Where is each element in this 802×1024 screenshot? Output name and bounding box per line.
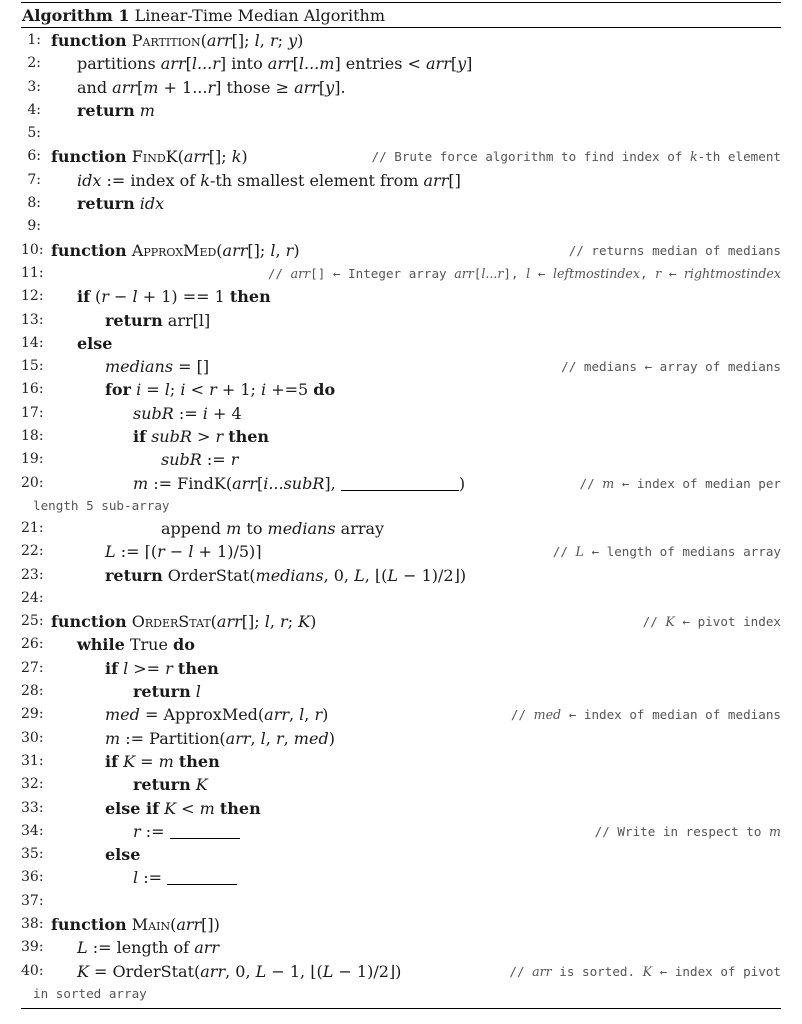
line-comment: // arr[] ← Integer array arr[l...r], l ← leftmostindex, r ← rightmostindex — [267, 265, 781, 281]
comment-continuation: in sorted array — [33, 985, 147, 1001]
code-text: if K = m then — [105, 751, 220, 771]
line-number: 2: — [27, 55, 41, 72]
code-line — [21, 936, 781, 959]
line-number: 12: — [21, 288, 44, 305]
code-line — [21, 332, 781, 355]
code-line — [21, 99, 781, 122]
code-line — [21, 309, 781, 332]
line-number: 32: — [21, 776, 44, 793]
line-number: 36: — [21, 869, 44, 886]
line-number: 4: — [27, 101, 41, 118]
line-number: 37: — [21, 892, 44, 909]
line-number: 22: — [21, 543, 44, 560]
code-line — [21, 29, 781, 52]
code-line — [21, 866, 781, 889]
line-number: 11: — [21, 264, 44, 281]
line-number: 7: — [27, 171, 41, 188]
code-text: r := — [133, 820, 240, 843]
line-number: 27: — [21, 659, 44, 676]
code-text: L := ⌈(r − l + 1)/5)⌉ — [105, 542, 262, 562]
line-number: 16: — [21, 381, 44, 398]
code-line — [21, 797, 781, 820]
line-number: 28: — [21, 683, 44, 700]
line-number: 38: — [21, 915, 44, 932]
line-comment: // K ← pivot index — [642, 614, 781, 630]
algorithm-block — [21, 0, 781, 1009]
code-line — [21, 215, 781, 238]
code-text: for i = l; i < r + 1; i +=5 do — [105, 380, 336, 400]
code-text: if subR > r then — [133, 427, 270, 447]
line-comment: // L ← length of medians array — [552, 544, 781, 560]
code-line — [21, 355, 781, 378]
code-line — [21, 820, 781, 843]
code-text: med = ApproxMed(arr, l, r) — [105, 705, 329, 725]
code-text: subR := r — [161, 450, 239, 470]
code-text: else — [105, 845, 141, 865]
code-line — [21, 145, 781, 168]
line-comment: // m ← index of median per — [579, 475, 781, 491]
line-number: 29: — [21, 706, 44, 723]
line-number: 39: — [21, 939, 44, 956]
code-line — [21, 169, 781, 192]
line-number: 35: — [21, 846, 44, 863]
line-number: 5: — [27, 125, 41, 142]
code-line — [21, 52, 781, 75]
code-text: return arr[l] — [105, 310, 211, 330]
code-line — [21, 285, 781, 308]
line-number: 17: — [21, 404, 44, 421]
code-line — [21, 890, 781, 913]
code-text: m := Partition(arr, l, r, med) — [105, 728, 335, 748]
code-line — [21, 517, 781, 540]
header-rule — [21, 27, 781, 28]
line-number: 21: — [21, 519, 44, 536]
code-text: function Partition(arr[]; l, r; y) — [51, 31, 304, 50]
line-comment: // returns median of medians — [568, 242, 781, 258]
line-number: 24: — [21, 589, 44, 606]
line-number: 15: — [21, 358, 44, 375]
code-text: return m — [77, 100, 155, 120]
algorithm-label: Algorithm 1 — [22, 6, 130, 25]
code-text: function OrderStat(arr[]; l, r; K) — [51, 612, 317, 632]
line-number: 9: — [27, 218, 41, 235]
code-text: idx := index of k-th smallest element from arr[] — [77, 170, 461, 190]
code-line — [21, 262, 781, 285]
code-text: function Main(arr[]) — [51, 914, 220, 934]
line-number: 6: — [27, 148, 41, 165]
code-line — [21, 76, 781, 99]
code-text: return idx — [77, 194, 165, 214]
code-line — [21, 239, 781, 262]
line-number: 8: — [27, 195, 41, 212]
code-line — [21, 680, 781, 703]
code-text: while True do — [77, 635, 195, 655]
code-text: function ApproxMed(arr[]; l, r) — [51, 240, 300, 260]
code-line — [21, 448, 781, 471]
line-number: 19: — [21, 451, 44, 468]
code-text: if l >= r then — [105, 658, 219, 678]
line-number: 40: — [21, 962, 44, 979]
code-line — [21, 472, 781, 495]
code-text: L := length of arr — [77, 938, 220, 958]
line-number: 25: — [21, 613, 44, 630]
line-number: 23: — [21, 566, 44, 583]
code-line — [21, 750, 781, 773]
code-text: medians = [] — [105, 357, 210, 377]
code-line — [21, 378, 781, 401]
code-line — [21, 425, 781, 448]
fill-in-blank[interactable] — [170, 824, 240, 839]
line-number: 30: — [21, 729, 44, 746]
code-line — [21, 564, 781, 587]
code-line — [21, 727, 781, 750]
line-number: 20: — [21, 474, 44, 491]
line-number: 10: — [21, 241, 44, 258]
code-text: subR := i + 4 — [133, 403, 242, 423]
line-number: 34: — [21, 822, 44, 839]
code-line — [21, 913, 781, 936]
code-text: if (r − l + 1) == 1 then — [77, 287, 271, 307]
code-line — [21, 633, 781, 656]
fill-in-blank[interactable] — [167, 870, 237, 885]
code-line — [21, 960, 781, 983]
code-text: else if K < m then — [105, 798, 261, 818]
line-comment: // arr is sorted. K ← index of pivot — [509, 963, 781, 979]
code-text: and arr[m + 1...r] those ≥ arr[y]. — [77, 77, 346, 97]
code-text: partitions arr[l...r] into arr[l...m] entries < arr[y] — [77, 54, 473, 74]
line-comment: // Brute force algorithm to find index of k-th element — [371, 149, 781, 165]
code-line — [21, 703, 781, 726]
line-number: 1: — [27, 32, 41, 48]
fill-in-blank[interactable] — [341, 476, 459, 491]
code-line — [21, 773, 781, 796]
line-comment: // med ← index of median of medians — [510, 707, 781, 723]
code-line — [21, 402, 781, 425]
code-text: return l — [133, 682, 201, 702]
line-number: 26: — [21, 636, 44, 653]
line-comment: // medians ← array of medians — [561, 359, 781, 375]
code-line — [21, 122, 781, 145]
code-text: l := — [133, 866, 237, 889]
code-line — [21, 657, 781, 680]
code-line — [21, 540, 781, 563]
algorithm-title: Linear-Time Median Algorithm — [134, 6, 386, 25]
code-text: return OrderStat(medians, 0, L, ⌊(L − 1)/2⌋) — [105, 565, 467, 585]
line-number: 3: — [27, 78, 41, 95]
code-line — [21, 192, 781, 215]
algorithm-header — [21, 3, 781, 27]
code-text: append m to medians array — [161, 518, 385, 538]
line-number: 31: — [21, 752, 44, 769]
code-text: return K — [133, 775, 208, 795]
line-number: 14: — [21, 334, 44, 351]
code-line — [21, 587, 781, 610]
code-text: K = OrderStat(arr, 0, L − 1, ⌊(L − 1)/2⌋) — [77, 961, 402, 981]
code-line — [21, 843, 781, 866]
line-number: 33: — [21, 799, 44, 816]
code-text: m := FindK(arr[i...subR], ) — [133, 473, 466, 493]
line-number: 13: — [21, 311, 44, 328]
comment-continuation: length 5 sub-array — [33, 497, 170, 513]
code-text: function FindK(arr[]; k) — [51, 147, 248, 167]
line-number: 18: — [21, 428, 44, 445]
bottom-rule — [21, 1008, 781, 1009]
code-line — [21, 610, 781, 633]
code-text: else — [77, 333, 113, 353]
line-comment: // Write in respect to m — [594, 823, 781, 839]
